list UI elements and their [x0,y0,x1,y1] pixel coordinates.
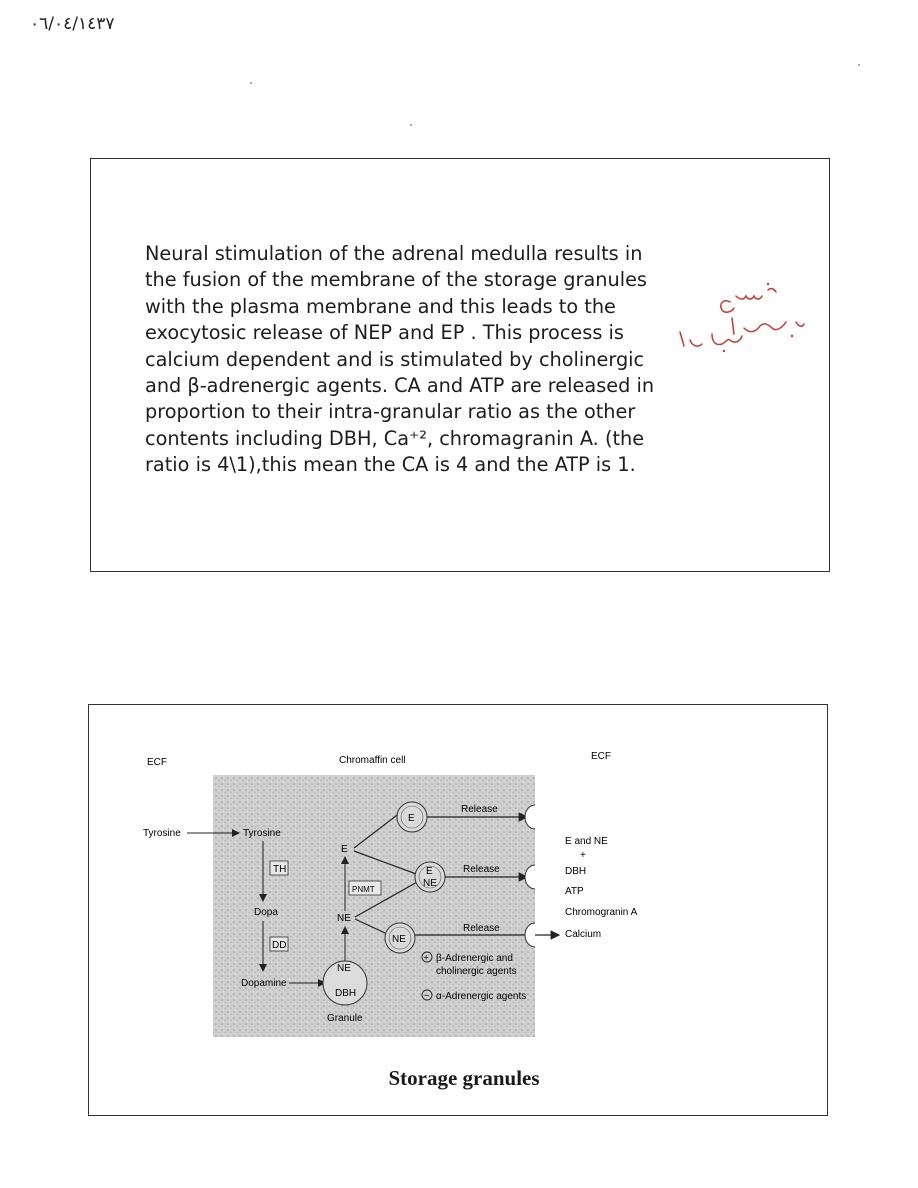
tyrosine-inside-label: Tyrosine [243,828,281,839]
granule-dbh-label: DBH [335,988,357,999]
pnmt-enzyme-label: PNMT [352,885,375,894]
paragraph-line: and β-adrenergic agents. CA and ATP are released in [145,374,655,398]
handwritten-note-icon [672,276,842,386]
product-item: Chromogranin A [565,907,638,918]
paragraph-line: with the plasma membrane and this leads to the [145,294,616,318]
beta-agents-line1: β-Adrenergic and [436,953,513,964]
paragraph-line: contents including DBH, Ca⁺², chromagranin A. (the [145,426,645,450]
release-label-1: Release [461,804,498,815]
tyrosine-outside-label: Tyrosine [143,828,181,839]
paragraph-line: the fusion of the membrane of the storage granules [145,268,647,292]
ecf-right-label: ECF [591,751,611,762]
storage-granules-diagram [89,705,829,1117]
product-item: Calcium [565,929,602,940]
release-label-3: Release [463,923,500,934]
slide-figure [88,704,828,1116]
plus-sign: + [423,952,429,963]
ecf-left-label: ECF [147,757,167,768]
paragraph-line: ratio is 4\1),this mean the CA is 4 and the ATP is 1. [145,453,636,477]
granule-ne-label: NE [337,963,351,974]
paragraph-line: proportion to their intra-granular ratio as the other [145,400,636,424]
cell-title-label: Chromaffin cell [339,755,406,766]
scan-speck [858,64,860,66]
vesicle-ne-label: NE [392,934,406,945]
minus-sign: − [424,990,430,1001]
product-item: + [580,850,586,861]
th-enzyme-label: TH [273,864,287,875]
dd-enzyme-label: DD [272,940,287,951]
product-item: E and NE [565,836,608,847]
header-date: ٠٦/٠٤/١٤٣٧ [30,14,115,34]
scan-speck [410,124,412,126]
product-item: DBH [565,866,587,877]
release-label-2: Release [463,864,500,875]
granule-label: Granule [327,1013,363,1024]
beta-agents-line2: cholinergic agents [436,966,517,977]
product-item: ATP [565,886,584,897]
paragraph-line: exocytosic release of NEP and EP . This process is [145,321,624,345]
slide-paragraph [145,241,665,479]
alpha-agents-line: α-Adrenergic agents [436,991,527,1002]
paragraph-line: Neural stimulation of the adrenal medulla results in [145,242,643,265]
paragraph-line: calcium dependent and is stimulated by cholinergic [145,347,645,371]
ne-label: NE [337,913,351,924]
dopamine-label: Dopamine [241,978,287,989]
vesicle-e-label: E [408,813,415,824]
vesicle-e-ne-ne-label: NE [423,878,437,889]
dopa-label: Dopa [254,907,278,918]
vesicle-e-ne-e-label: E [426,866,433,877]
e-label: E [341,844,348,855]
figure-caption: Storage granules [388,1066,540,1090]
scan-speck [250,82,252,84]
